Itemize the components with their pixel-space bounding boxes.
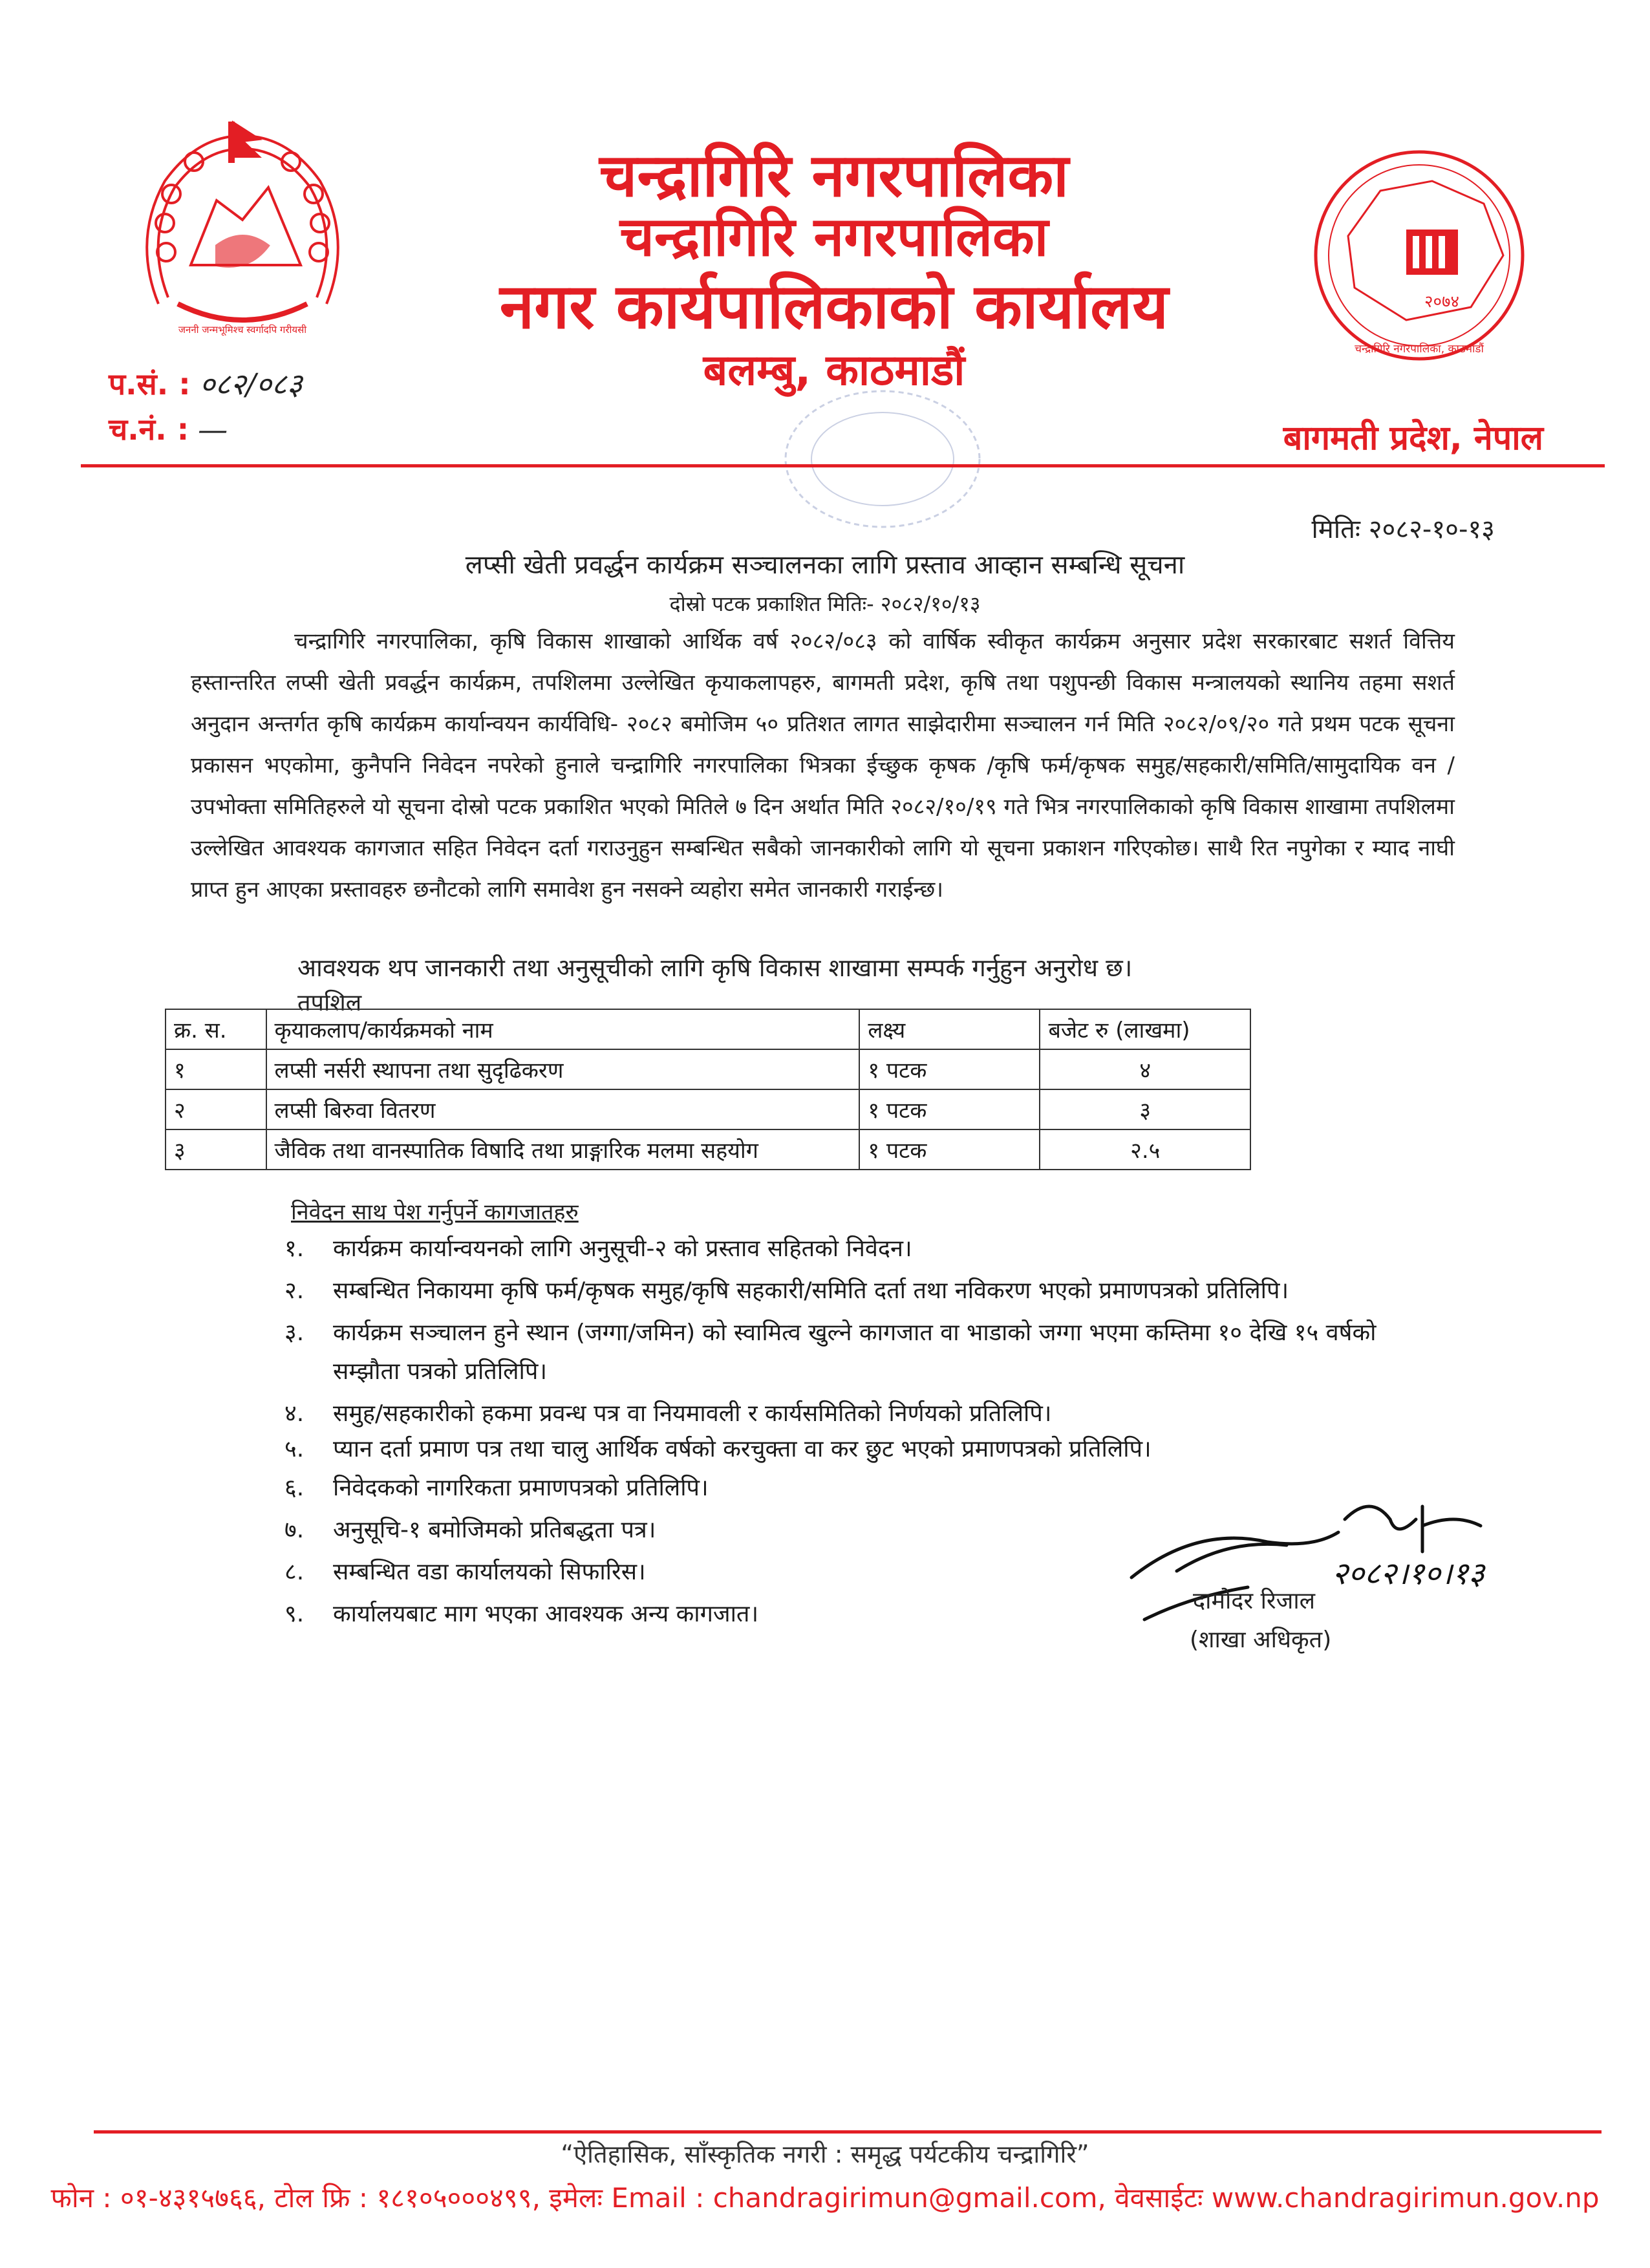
reference-value: ०८२/०८३ xyxy=(199,367,303,401)
reference-number xyxy=(109,363,303,403)
schedule-label: तपशिल xyxy=(297,990,362,1016)
list-item: २. सम्बन्धित निकायमा कृषि फर्म/कृषक समुह/कृषि सहकारी/समिति दर्ता तथा नविकरण भएको प्रमाणपत्रको प्रतिलिपि। xyxy=(284,1278,1289,1304)
table-header: कृयाकलाप/कार्यक्रमको नाम xyxy=(266,1009,860,1049)
province-label: बागमती प्रदेश, नेपाल xyxy=(1283,419,1543,458)
table-header: क्र. स. xyxy=(166,1009,266,1049)
list-item: ५. प्यान दर्ता प्रमाण पत्र तथा चालु आर्थिक वर्षको करचुक्ता वा कर छुट भएको प्रमाणपत्रको प्रतिलिपि। xyxy=(284,1436,1152,1462)
list-item: सम्झौता पत्रको प्रतिलिपि। xyxy=(333,1358,547,1385)
list-item: ६. निवेदकको नागरिकता प्रमाणपत्रको प्रतिलिपि। xyxy=(284,1475,709,1501)
table-row xyxy=(166,1049,1250,1089)
table-cell: १ पटक xyxy=(859,1129,1040,1170)
signer-name: दामोदर रिजाल xyxy=(1193,1588,1316,1614)
notice-date: मितिः २०८२-१०-१३ xyxy=(1311,515,1495,544)
list-item: १. कार्यक्रम कार्यान्वयनको लागि अनुसूची-२ को प्रस्ताव सहितको निवेदन। xyxy=(284,1236,912,1262)
table-cell: १ पटक xyxy=(859,1089,1040,1129)
notice-title: लप्सी खेती प्रवर्द्धन कार्यक्रम सञ्चालनका लागि प्रस्ताव आव्हान सम्बन्धि सूचना xyxy=(465,550,1185,580)
footer-contact: फोन : ०१-४३१५७६६, टोल फ्रि : १८१०५०००४९९, इमेलः Email : chandragirimun@gmail.com, वेवसाईटः www.chandragirimun.gov.np xyxy=(50,2182,1600,2214)
program-table xyxy=(165,1009,1251,1170)
office-name: नगर कार्यपालिकाको कार्यालय xyxy=(499,270,1169,343)
municipality-name: चन्द्रागिरि नगरपालिका xyxy=(599,141,1069,210)
table-cell: २.५ xyxy=(1040,1129,1250,1170)
contact-note: आवश्यक थप जानकारी तथा अनुसूचीको लागि कृषि विकास शाखामा सम्पर्क गर्नुहुन अनुरोध छ। xyxy=(297,954,1133,982)
table-cell: २ xyxy=(166,1089,266,1129)
municipality-name-secondary: चन्द्रागिरि नगरपालिका xyxy=(619,205,1049,268)
table-cell: लप्सी नर्सरी स्थापना तथा सुदृढिकरण xyxy=(266,1049,860,1089)
reference-label: प.सं. : xyxy=(109,367,191,401)
nepal-emblem-icon xyxy=(120,110,365,349)
footer-divider xyxy=(94,2130,1602,2134)
dispatch-value: — xyxy=(198,412,228,447)
notice-paragraph: चन्द्रागिरि नगरपालिका, कृषि विकास शाखाको आर्थिक वर्ष २०८२/०८३ को वार्षिक स्वीकृत कार्यक्रम अनुसार प्रदेश सरकारबाट सशर्त वित्तिय हस्तान्तरित लप्सी खेती प्रवर्द्धन कार्यक्रम, तपशिलमा उल्लेखित कृयाकलापहरु, बागमती प्रदेश, कृषि तथा पशुपन्छी विकास मन्त्रालयको स्थानिय तहमा सशर्त अनुदान अन्तर्गत कृषि कार्यक्रम कार्यान्वयन कार्यविधि- २०८२ बमोजिम ५० प्रतिशत लागत साझेदारीमा सञ्चालन गर्न मिति २०८२/०९/२० गते प्रथम पटक सूचना प्रकासन भएकोमा, कुनैपनि निवेदन नपरेको हुनाले चन्द्रागिरि नगरपालिका भित्रका ईच्छुक कृषक /कृषि फर्म/कृषक समुह/सहकारी/समिति/सामुदायिक वन /उपभोक्ता समितिहरुले यो सूचना दोस्रो पटक प्रकाशित भएको मितिले ७ दिन अर्थात मिति २०८२/१०/१९ गते भित्र नगरपालिकाको कृषि विकास शाखामा तपशिलमा उल्लेखित आवश्यक कागजात सहित निवेदन दर्ता गराउनुहुन सम्बन्धित सबैको जानकारीको लागि यो सूचना प्रकाशन गरिएकोछ। साथै रित नपुगेका र म्याद नाघी प्राप्त हुन आएका प्रस्तावहरु छनौटको लागि समावेश हुन नसक्ने व्यहोरा समेत जानकारी गराईन्छ। xyxy=(191,628,1455,903)
list-item: ८. सम्बन्धित वडा कार्यालयको सिफारिस। xyxy=(284,1559,646,1585)
office-stamp-icon xyxy=(773,381,992,537)
dispatch-label: च.नं. : xyxy=(109,412,189,447)
table-cell: १ पटक xyxy=(859,1049,1040,1089)
table-header: लक्ष्य xyxy=(859,1009,1040,1049)
table-header-row xyxy=(166,1009,1250,1049)
list-item: ७. अनुसूचि-१ बमोजिमको प्रतिबद्धता पत्र। xyxy=(284,1517,656,1543)
table-cell: ४ xyxy=(1040,1049,1250,1089)
svg-text:जननी जन्मभूमिश्च स्वर्गादपि गर: जननी जन्मभूमिश्च स्वर्गादपि गरीयसी xyxy=(178,324,307,336)
header-divider xyxy=(81,464,1605,467)
signer-title: (शाखा अधिकृत) xyxy=(1190,1627,1332,1653)
publish-date: दोस्रो पटक प्रकाशित मितिः- २०८२/१०/१३ xyxy=(669,592,981,616)
municipality-seal-icon xyxy=(1309,145,1529,365)
documents-heading: निवेदन साथ पेश गर्नुपर्ने कागजातहरु xyxy=(291,1199,579,1225)
table-row xyxy=(166,1089,1250,1129)
table-cell: जैविक तथा वानस्पातिक विषादि तथा प्राङ्गारिक मलमा सहयोग xyxy=(266,1129,860,1170)
list-item: ३. कार्यक्रम सञ्चालन हुने स्थान (जग्गा/जमिन) को स्वामित्व खुल्ने कागजात वा भाडाको जग्गा भएमा कम्तिमा १० देखि १५ वर्षको xyxy=(284,1320,1377,1346)
table-cell: ३ xyxy=(166,1129,266,1170)
dispatch-number xyxy=(109,409,228,449)
signature-date: २०८२।१०।१३ xyxy=(1332,1556,1485,1592)
table-row xyxy=(166,1129,1250,1170)
table-cell: ३ xyxy=(1040,1089,1250,1129)
list-item: ९. कार्यालयबाट माग भएका आवश्यक अन्य कागजात। xyxy=(284,1601,759,1627)
svg-text:चन्द्रागिरि नगरपालिका, काठमाडौ: चन्द्रागिरि नगरपालिका, काठमाडौं xyxy=(1355,343,1484,356)
table-cell: १ xyxy=(166,1049,266,1089)
list-item: ४. समुह/सहकारीको हकमा प्रवन्ध पत्र वा नियमावली र कार्यसमितिको निर्णयको प्रतिलिपि। xyxy=(284,1400,1052,1427)
table-header: बजेट रु (लाखमा) xyxy=(1040,1009,1250,1049)
svg-text:२०७४: २०७४ xyxy=(1424,292,1460,312)
signature-icon xyxy=(1119,1481,1519,1623)
footer-slogan: “ऐतिहासिक, साँस्कृतिक नगरी : समृद्ध पर्यटकीय चन्द्रागिरि” xyxy=(561,2140,1089,2168)
office-address: बलम्बु, काठमाडौं xyxy=(703,345,965,395)
table-cell: लप्सी बिरुवा वितरण xyxy=(266,1089,860,1129)
